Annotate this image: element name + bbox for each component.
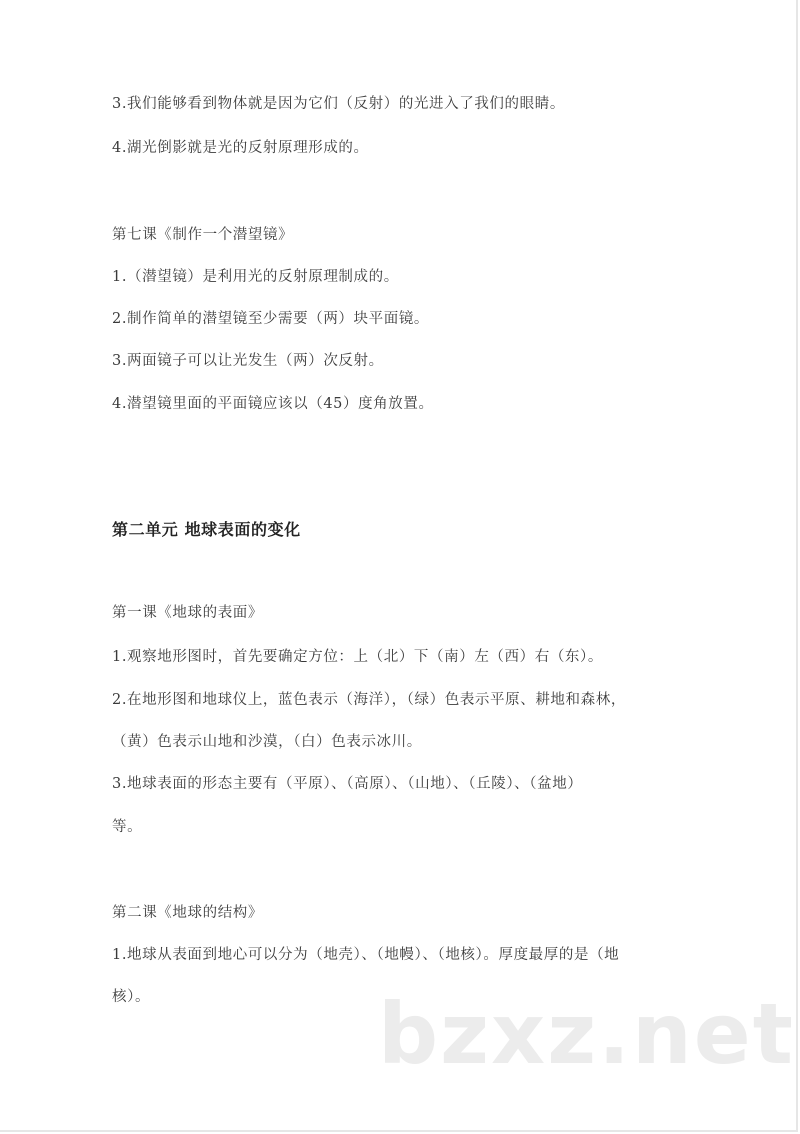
paragraph: （黄）色表示山地和沙漠，（白）色表示冰川。 xyxy=(112,734,422,750)
paragraph: 3.两面镜子可以让光发生（两）次反射。 xyxy=(112,353,384,369)
lesson-heading: 第七课《制作一个潜望镜》 xyxy=(112,227,294,243)
paragraph: 3.我们能够看到物体就是因为它们（反射）的光进入了我们的眼睛。 xyxy=(112,96,565,112)
lesson-heading: 第一课《地球的表面》 xyxy=(112,605,263,621)
watermark: bzxz.net xyxy=(378,985,795,1083)
paragraph: 等。 xyxy=(112,819,143,835)
paragraph: 1.（潜望镜）是利用光的反射原理制成的。 xyxy=(112,269,399,285)
lesson-heading: 第二课《地球的结构》 xyxy=(112,905,263,921)
paragraph: 4.湖光倒影就是光的反射原理形成的。 xyxy=(112,140,369,156)
paragraph: 1.地球从表面到地心可以分为（地壳）、（地幔）、（地核）。厚度最厚的是（地 xyxy=(112,947,620,963)
unit-heading: 第二单元 地球表面的变化 xyxy=(112,520,301,539)
paragraph: 3.地球表面的形态主要有（平原）、（高原）、（山地）、（丘陵）、（盆地） xyxy=(112,776,583,792)
paragraph: 核）。 xyxy=(112,989,151,1005)
paragraph: 2.制作简单的潜望镜至少需要（两）块平面镜。 xyxy=(112,311,430,327)
paragraph: 2.在地形图和地球仪上，蓝色表示（海洋），（绿）色表示平原、耕地和森林， xyxy=(112,692,626,708)
paragraph: 1.观察地形图时，首先要确定方位：上（北）下（南）左（西）右（东）。 xyxy=(112,649,603,665)
paragraph: 4.潜望镜里面的平面镜应该以（45）度角放置。 xyxy=(112,396,434,412)
